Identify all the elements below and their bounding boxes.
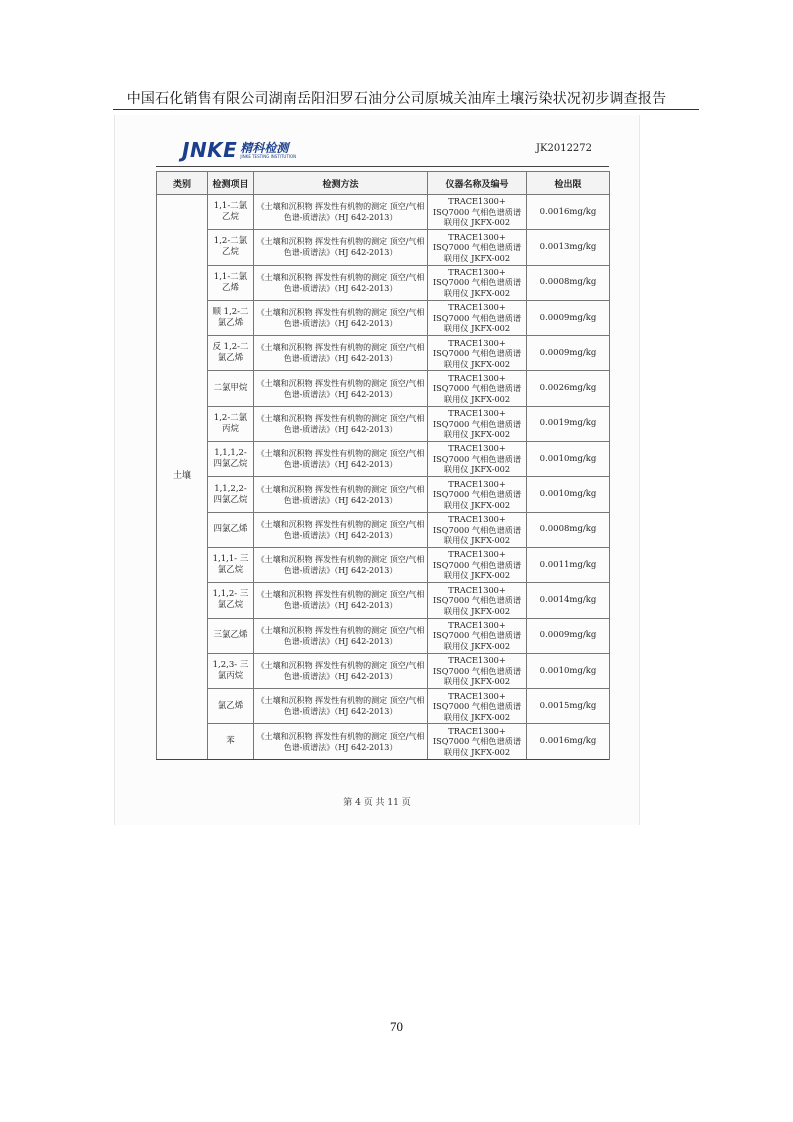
table-row: [157, 547, 610, 582]
limit-cell: 0.0010mg/kg: [527, 442, 610, 477]
logo-text: [240, 142, 296, 159]
header-limit: 检出限: [527, 172, 610, 195]
instrument-cell: TRACE1300+ ISQ7000 气相色谱质谱联用仪 JKFX-002: [428, 230, 527, 265]
method-cell: 《土壤和沉积物 挥发性有机物的测定 顶空/气相色谱-质谱法》（HJ 642-2013）: [254, 512, 428, 547]
logo-sub: JINKE TESTING INSTITUTION: [240, 153, 297, 159]
instrument-cell: TRACE1300+ ISQ7000 气相色谱质谱联用仪 JKFX-002: [428, 583, 527, 618]
item-cell: 四氯乙烯: [208, 512, 254, 547]
method-cell: 《土壤和沉积物 挥发性有机物的测定 顶空/气相色谱-质谱法》（HJ 642-2013）: [254, 442, 428, 477]
table-row: [157, 195, 610, 230]
method-cell: 《土壤和沉积物 挥发性有机物的测定 顶空/气相色谱-质谱法》（HJ 642-2013）: [254, 371, 428, 406]
table-row: [157, 512, 610, 547]
item-cell: 苯: [208, 724, 254, 759]
instrument-cell: TRACE1300+ ISQ7000 气相色谱质谱联用仪 JKFX-002: [428, 265, 527, 300]
method-cell: 《土壤和沉积物 挥发性有机物的测定 顶空/气相色谱-质谱法》（HJ 642-2013）: [254, 230, 428, 265]
item-cell: 1,1,2,2-四氯乙烷: [208, 477, 254, 512]
method-cell: 《土壤和沉积物 挥发性有机物的测定 顶空/气相色谱-质谱法》（HJ 642-2013）: [254, 265, 428, 300]
limit-cell: 0.0016mg/kg: [527, 195, 610, 230]
results-table: [156, 171, 610, 760]
instrument-cell: TRACE1300+ ISQ7000 气相色谱质谱联用仪 JKFX-002: [428, 512, 527, 547]
limit-cell: 0.0009mg/kg: [527, 336, 610, 371]
instrument-cell: TRACE1300+ ISQ7000 气相色谱质谱联用仪 JKFX-002: [428, 618, 527, 653]
limit-cell: 0.0016mg/kg: [527, 724, 610, 759]
table-row: [157, 442, 610, 477]
method-cell: 《土壤和沉积物 挥发性有机物的测定 顶空/气相色谱-质谱法》（HJ 642-2013）: [254, 406, 428, 441]
instrument-cell: TRACE1300+ ISQ7000 气相色谱质谱联用仪 JKFX-002: [428, 547, 527, 582]
limit-cell: 0.0010mg/kg: [527, 653, 610, 688]
item-cell: 氯乙烯: [208, 689, 254, 724]
item-cell: 1,1,1,2-四氯乙烷: [208, 442, 254, 477]
limit-cell: 0.0011mg/kg: [527, 547, 610, 582]
instrument-cell: TRACE1300+ ISQ7000 气相色谱质谱联用仪 JKFX-002: [428, 195, 527, 230]
page-header: 中国石化销售有限公司湖南岳阳汨罗石油分公司原城关油库土壤污染状况初步调查报告: [126, 91, 667, 107]
seal-stamp: [625, 423, 647, 533]
item-cell: 顺 1,2-二氯乙烯: [208, 300, 254, 335]
header-rule: [113, 109, 699, 110]
method-cell: 《土壤和沉积物 挥发性有机物的测定 顶空/气相色谱-质谱法》（HJ 642-2013）: [254, 547, 428, 582]
table-row: [157, 265, 610, 300]
item-cell: 1,1-二氯乙烷: [208, 195, 254, 230]
item-cell: 1,2-二氯丙烷: [208, 406, 254, 441]
table-row: [157, 300, 610, 335]
limit-cell: 0.0014mg/kg: [527, 583, 610, 618]
page-number: 70: [390, 1019, 403, 1034]
table-row: [157, 406, 610, 441]
inner-page-label: 第 4 页 共 11 页: [343, 798, 411, 808]
table-row: [157, 724, 610, 759]
header-item: 检测项目: [208, 172, 254, 195]
instrument-cell: TRACE1300+ ISQ7000 气相色谱质谱联用仪 JKFX-002: [428, 371, 527, 406]
header-category: 类别: [157, 172, 208, 195]
method-cell: 《土壤和沉积物 挥发性有机物的测定 顶空/气相色谱-质谱法》（HJ 642-2013）: [254, 300, 428, 335]
report-number: JK2012272: [536, 143, 593, 154]
header-method: 检测方法: [254, 172, 428, 195]
instrument-cell: TRACE1300+ ISQ7000 气相色谱质谱联用仪 JKFX-002: [428, 300, 527, 335]
table-row: [157, 230, 610, 265]
item-cell: 1,2-二氯乙烷: [208, 230, 254, 265]
item-cell: 反 1,2-二氯乙烯: [208, 336, 254, 371]
method-cell: 《土壤和沉积物 挥发性有机物的测定 顶空/气相色谱-质谱法》（HJ 642-2013）: [254, 477, 428, 512]
limit-cell: 0.0013mg/kg: [527, 230, 610, 265]
method-cell: 《土壤和沉积物 挥发性有机物的测定 顶空/气相色谱-质谱法》（HJ 642-2013）: [254, 653, 428, 688]
limit-cell: 0.0026mg/kg: [527, 371, 610, 406]
table-row: [157, 477, 610, 512]
limit-cell: 0.0009mg/kg: [527, 300, 610, 335]
instrument-cell: TRACE1300+ ISQ7000 气相色谱质谱联用仪 JKFX-002: [428, 724, 527, 759]
limit-cell: 0.0008mg/kg: [527, 512, 610, 547]
limit-cell: 0.0019mg/kg: [527, 406, 610, 441]
table-row: [157, 336, 610, 371]
limit-cell: 0.0010mg/kg: [527, 477, 610, 512]
table-row: [157, 689, 610, 724]
limit-cell: 0.0015mg/kg: [527, 689, 610, 724]
item-cell: 1,2,3- 三氯丙烷: [208, 653, 254, 688]
logo-mark: JNKE: [182, 138, 238, 162]
method-cell: 《土壤和沉积物 挥发性有机物的测定 顶空/气相色谱-质谱法》（HJ 642-2013）: [254, 689, 428, 724]
item-cell: 二氯甲烷: [208, 371, 254, 406]
logo-cn: 精科检测: [240, 140, 289, 155]
limit-cell: 0.0009mg/kg: [527, 618, 610, 653]
table-top-rule: [156, 166, 609, 167]
table-row: [157, 653, 610, 688]
table-row: [157, 371, 610, 406]
method-cell: 《土壤和沉积物 挥发性有机物的测定 顶空/气相色谱-质谱法》（HJ 642-2013）: [254, 336, 428, 371]
instrument-cell: TRACE1300+ ISQ7000 气相色谱质谱联用仪 JKFX-002: [428, 442, 527, 477]
item-cell: 1,1,2- 三氯乙烷: [208, 583, 254, 618]
table-row: [157, 618, 610, 653]
instrument-cell: TRACE1300+ ISQ7000 气相色谱质谱联用仪 JKFX-002: [428, 477, 527, 512]
method-cell: 《土壤和沉积物 挥发性有机物的测定 顶空/气相色谱-质谱法》（HJ 642-2013）: [254, 618, 428, 653]
instrument-cell: TRACE1300+ ISQ7000 气相色谱质谱联用仪 JKFX-002: [428, 653, 527, 688]
company-logo: [182, 138, 296, 162]
table-row: [157, 583, 610, 618]
item-cell: 1,1-二氯乙烯: [208, 265, 254, 300]
table-header-row: [157, 172, 610, 195]
instrument-cell: TRACE1300+ ISQ7000 气相色谱质谱联用仪 JKFX-002: [428, 406, 527, 441]
category-cell: 土壤: [157, 195, 208, 760]
instrument-cell: TRACE1300+ ISQ7000 气相色谱质谱联用仪 JKFX-002: [428, 336, 527, 371]
header-instrument: 仪器名称及编号: [428, 172, 527, 195]
scanned-report-page: [114, 115, 640, 825]
instrument-cell: TRACE1300+ ISQ7000 气相色谱质谱联用仪 JKFX-002: [428, 689, 527, 724]
table-bottom-rule: [156, 759, 609, 760]
method-cell: 《土壤和沉积物 挥发性有机物的测定 顶空/气相色谱-质谱法》（HJ 642-2013）: [254, 724, 428, 759]
item-cell: 1,1,1- 三氯乙烷: [208, 547, 254, 582]
limit-cell: 0.0008mg/kg: [527, 265, 610, 300]
method-cell: 《土壤和沉积物 挥发性有机物的测定 顶空/气相色谱-质谱法》（HJ 642-2013）: [254, 195, 428, 230]
item-cell: 三氯乙烯: [208, 618, 254, 653]
method-cell: 《土壤和沉积物 挥发性有机物的测定 顶空/气相色谱-质谱法》（HJ 642-2013）: [254, 583, 428, 618]
